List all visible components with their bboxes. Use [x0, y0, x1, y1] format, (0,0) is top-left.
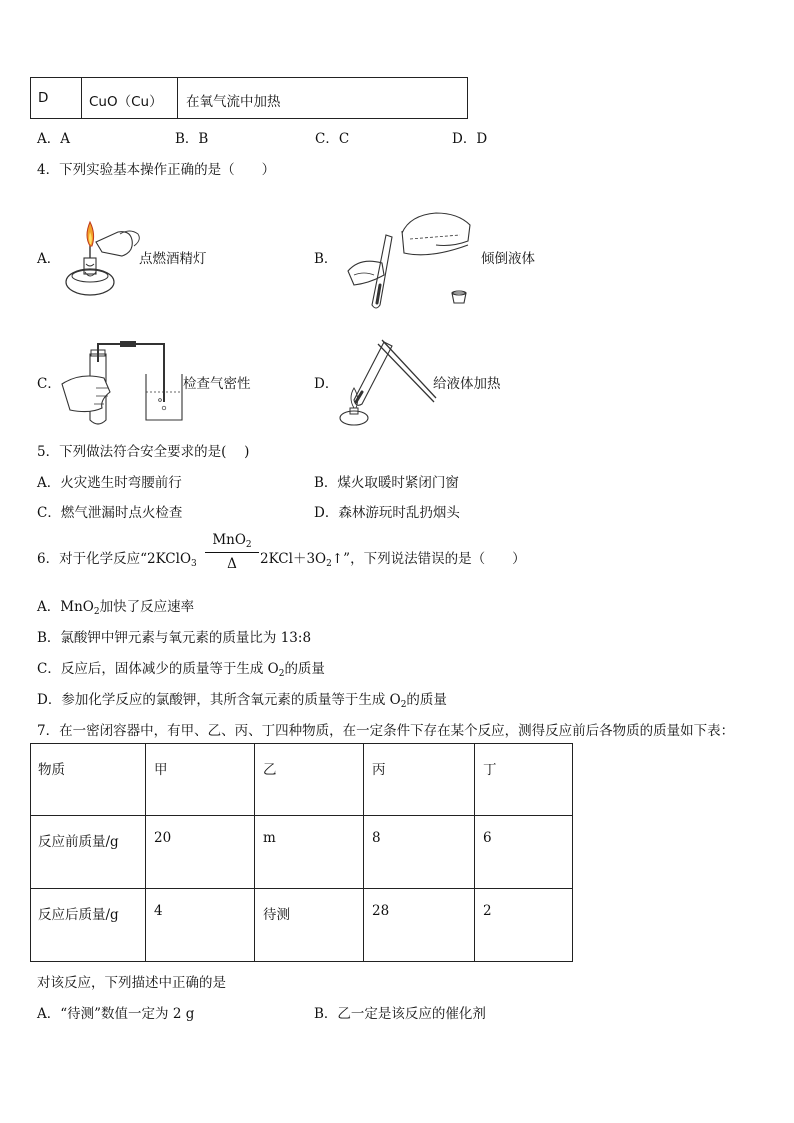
q3-option-a: A．A [37, 131, 70, 147]
q4-option-b-caption: 倾倒液体 [481, 251, 535, 267]
q3-row-d-substance: CuO（Cu） [82, 78, 178, 119]
q7-cell: 2 [475, 889, 573, 962]
q3-option-c: C．C [315, 131, 350, 147]
q7-header-cell: 丁 [475, 744, 573, 816]
q6-stem-prefix: 6．对于化学反应“2KClO [37, 551, 192, 567]
q7-header-cell: 乙 [255, 744, 364, 816]
pouring-liquid-icon [340, 205, 486, 317]
q3-row-d-method: 在氧气流中加热 [178, 78, 468, 119]
q6-equation-bar [205, 552, 259, 553]
q7-follow-text: 对该反应，下列描述中正确的是 [37, 975, 226, 991]
q4-option-a-letter: A． [37, 251, 61, 267]
q7-cell: 4 [146, 889, 255, 962]
q4-stem: 4．下列实验基本操作正确的是（ ） [37, 162, 276, 178]
q4-option-b-letter: B． [314, 251, 338, 267]
q6-option-c: C．反应后，固体减少的质量等于生成 $O_2$的质量 [37, 661, 325, 679]
q7-option-a: A．“待测”数值一定为 2 g [37, 1006, 195, 1022]
q4-option-d-letter: D． [314, 376, 339, 392]
q6-option-d: D．参加化学反应的氯酸钾，其所含氧元素的质量等于生成 $O_2$的质量 [37, 692, 447, 710]
q5-stem: 5．下列做法符合安全要求的是( ) [37, 444, 250, 460]
q7-cell: m [255, 816, 364, 889]
q7-cell: 28 [364, 889, 475, 962]
heating-liquid-icon [338, 336, 438, 428]
q3-table [30, 77, 468, 119]
q5-option-b: B．煤火取暖时紧闭门窗 [314, 475, 459, 491]
q3-row-d-letter: D [31, 78, 82, 119]
q6-products: $2KCl+3O_2↑$”，下列说法错误的是（ ） [260, 551, 526, 569]
q7-stem: 7．在一密闭容器中，有甲、乙、丙、丁四种物质，在一定条件下存在某个反应，测得反应前后各物质的质量如下表： [37, 723, 735, 739]
q4-option-d-caption: 给液体加热 [433, 376, 501, 392]
q7-header-cell: 丙 [364, 744, 475, 816]
q6-catalyst [205, 532, 259, 572]
q7-cell: 8 [364, 816, 475, 889]
q5-option-a: A．火灾逃生时弯腰前行 [37, 475, 182, 491]
q7-cell: 反应后质量/g [31, 889, 146, 962]
q6-sub-3: 3 [191, 559, 197, 569]
q6-delta: Δ [227, 556, 237, 572]
q6-option-a: A．MnO$_2$加快了反应速率 [37, 599, 195, 617]
q6-arrow: ↑ [331, 551, 344, 567]
q5-option-d: D．森林游玩时乱扔烟头 [314, 505, 460, 521]
q7-cell: 20 [146, 816, 255, 889]
q7-table [30, 743, 573, 962]
q6-catalyst-sub: 2 [245, 540, 252, 550]
q4-option-c-letter: C． [37, 376, 61, 392]
q3-option-d: D．D [452, 131, 488, 147]
alcohol-lamp-lighting-icon [60, 210, 146, 302]
airtightness-check-icon [60, 332, 184, 428]
q7-cell: 6 [475, 816, 573, 889]
q6-catalyst-top: MnO [212, 532, 246, 548]
q7-header-cell: 物质 [31, 744, 146, 816]
q7-option-b: B．乙一定是该反应的催化剂 [314, 1006, 486, 1022]
q5-option-c: C．燃气泄漏时点火检查 [37, 505, 183, 521]
q7-cell: 反应前质量/g [31, 816, 146, 889]
q6-option-b: B．氯酸钾中钾元素与氧元素的质量比为 13:8 [37, 630, 312, 646]
q6-stem [37, 547, 197, 569]
q3-option-b: B．B [175, 131, 209, 147]
q4-option-a-caption: 点燃酒精灯 [139, 251, 207, 267]
q7-header-cell: 甲 [146, 744, 255, 816]
q4-option-c-caption: 检查气密性 [183, 376, 251, 392]
q7-cell: 待测 [255, 889, 364, 962]
